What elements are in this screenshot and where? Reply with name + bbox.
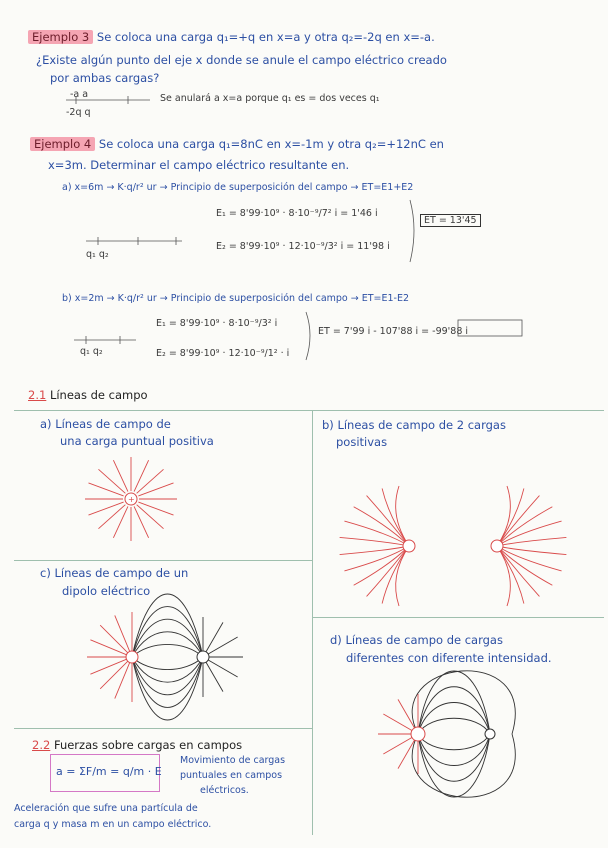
example-4b-e1: E₁ = 8'99·10⁹ · 8·10⁻⁹/3² i [156,318,278,329]
positive-charge-icon [411,727,425,741]
example-4b-result: ET = 7'99 i - 107'88 i = -99'88 i [318,326,469,337]
field-line [132,657,203,670]
example-3-line2: ¿Existe algún punto del eje x donde se anule el campo eléctrico creado [36,53,447,67]
field-line [497,546,524,604]
example-3-axis-diagram [66,96,150,104]
example-4-tag: Ejemplo 4 [30,137,95,151]
field-line [100,657,132,689]
example-4a-e2: E₂ = 8'99·10⁹ · 12·10⁻⁹/3² i = 11'98 i [216,241,390,252]
section-2-2-heading: 2.2 Fuerzas sobre cargas en campos [32,738,243,752]
field-line [138,502,173,515]
field-line [418,734,490,750]
positive-charge-icon [126,651,138,663]
example-4-line2: x=3m. Determinar el campo eléctrico resultante en. [48,158,350,172]
field-line [367,546,409,596]
field-line [382,488,409,546]
field-line [113,460,128,491]
panel-c-title-1: c) Líneas de campo de un [40,566,189,580]
example-3-diagram-bottom: -2q q [66,107,91,118]
field-line [138,483,173,496]
field-line [132,657,203,695]
example-3-line1: Ejemplo 3 Se coloca una carga q₁=+q en x=a y otra q₂=-2q en x=-a. [28,30,435,44]
example-3-line3: por ambas cargas? [50,71,160,85]
field-line [382,546,409,604]
example-4b-e2: E₂ = 8'99·10⁹ · 12·10⁻⁹/1² · i [156,348,290,359]
field-line [497,546,566,555]
field-line [98,505,125,529]
field-line [134,506,149,537]
section-2-1-heading: 2.1 Líneas de campo [28,388,148,402]
panel-d-title-2: diferentes con diferente intensidad. [346,651,552,665]
field-line [137,469,164,493]
dipole-field [87,594,243,720]
field-line [132,594,203,657]
panel-a-title-1: a) Líneas de campo de [40,417,171,431]
description-line-1: Movimiento de cargas [180,755,286,766]
field-line [497,496,539,546]
negative-charge-icon [197,651,209,663]
panel-d-title-1: d) Líneas de campo de cargas [330,633,503,647]
description-line-4: Aceleración que sufre una partícula de [14,803,198,814]
example-4a-result: ET = 13'45 [420,214,481,228]
field-line [132,644,203,657]
example-4a-axis-labels: q₁ q₂ [86,249,109,260]
panel-c-title-2: dipolo eléctrico [62,584,151,598]
description-line-5: carga q y masa m en un campo eléctrico. [14,819,212,830]
field-line [367,496,409,546]
description-line-3: eléctricos. [200,785,249,796]
panel-b-title-2: positivas [336,435,388,449]
field-line [418,718,490,734]
panel-a-title-2: una carga puntual positiva [60,434,214,448]
example-3-answer: Se anulará a x=a porque q₁ es = dos veces q₁ [160,93,380,104]
field-line [340,537,409,546]
field-line [340,546,409,555]
field-line [113,506,128,537]
field-line [132,619,203,657]
svg-text:+: + [128,495,135,504]
acceleration-formula: a = ΣF/m = q/m · E [56,765,162,778]
field-line [89,483,124,496]
example-4a-statement: a) x=6m → K·q/r² ur → Principio de superposición del campo → ET=E1+E2 [62,182,414,193]
description-line-2: puntuales en campos [180,770,283,781]
example-4b-axis-labels: q₁ q₂ [80,346,103,357]
example-4a-axis-diagram [86,200,414,262]
example-4-line1: Ejemplo 4 Se coloca una carga q₁=8nC en x=-1m y otra q₂=+12nC en [30,137,444,151]
field-line [89,502,124,515]
field-line [100,625,132,657]
field-line [497,488,524,546]
field-line [98,469,125,493]
example-3-diagram-top: -a a [70,89,89,100]
field-line [497,537,566,546]
positive-charge-icon [491,540,503,552]
example-4a-e1: E₁ = 8'99·10⁹ · 8·10⁻⁹/7² i = 1'46 i [216,208,378,219]
positive-charge-icon [403,540,415,552]
panel-b-title-1: b) Líneas de campo de 2 cargas [322,418,506,432]
field-line [132,657,203,720]
example-4b-axis-diagram [74,312,522,360]
example-3-tag: Ejemplo 3 [28,30,93,44]
field-line [497,546,539,596]
negative-charge-icon [485,729,495,739]
example-4b-statement: b) x=2m → K·q/r² ur → Principio de superposición del campo → ET=E1-E2 [62,293,410,304]
field-line [134,460,149,491]
two-positive-charges-field [340,486,567,606]
field-line [137,505,164,529]
